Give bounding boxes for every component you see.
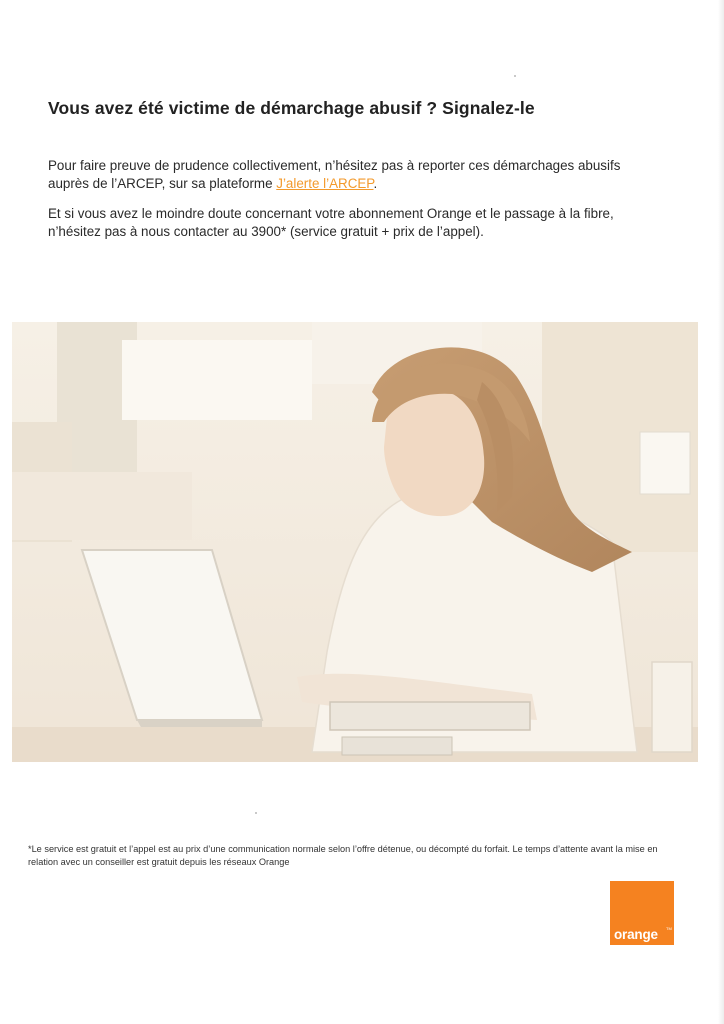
orange-logo-tm: TM xyxy=(666,926,672,931)
orange-logo xyxy=(610,881,674,945)
scan-speck xyxy=(514,75,516,77)
paragraph-contact: Et si vous avez le moindre doute concernant votre abonnement Orange et le passage à la fibre, n’hésitez pas à nous contacter au 3900* (service gratuit + prix de l’appel). xyxy=(48,206,614,239)
arcep-link[interactable]: J’alerte l’ARCEP xyxy=(276,176,374,191)
paragraph-arcep-text: Pour faire preuve de prudence collectivement, n’hésitez pas à reporter ces démarchages abusifs auprès de l’ARCEP, sur sa plateforme xyxy=(48,158,621,191)
page-heading: Vous avez été victime de démarchage abusif ? Signalez-le xyxy=(48,98,535,118)
scan-speck xyxy=(255,812,257,814)
woman-laptop-photo xyxy=(12,322,698,762)
page-edge-shadow xyxy=(718,0,724,1024)
footnote: *Le service est gratuit et l’appel est au prix d’une communication normale selon l’offre détenue, ou décompté du forfait. Le temps d’attente avant la mise en relation avec un conseiller est gratuit depuis les réseaux Orange xyxy=(28,844,658,867)
orange-logo-text: orange xyxy=(614,926,658,942)
photo-illustration xyxy=(12,322,698,762)
paragraph-arcep-end: . xyxy=(373,176,378,191)
paragraph-arcep xyxy=(48,157,648,193)
